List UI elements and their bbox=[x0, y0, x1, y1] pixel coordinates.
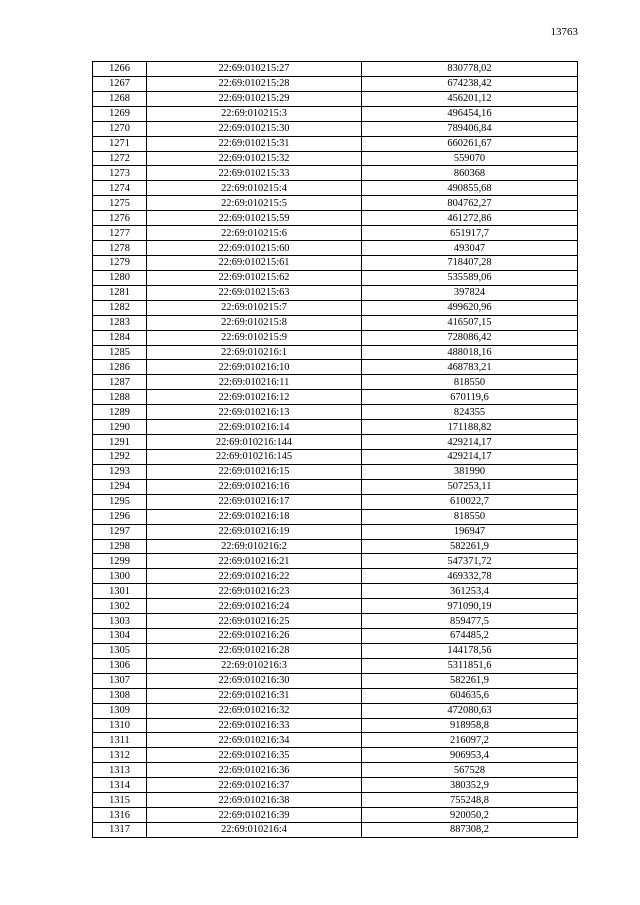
table-row bbox=[93, 703, 578, 718]
value-cell: 651917,7 bbox=[362, 226, 578, 241]
value-cell: 416507,15 bbox=[362, 315, 578, 330]
row-number-cell: 1272 bbox=[93, 151, 147, 166]
row-number-cell: 1300 bbox=[93, 569, 147, 584]
cadastral-number-cell: 22:69:010216:24 bbox=[147, 599, 362, 614]
value-cell: 582261,9 bbox=[362, 539, 578, 554]
table-row bbox=[93, 435, 578, 450]
value-cell: 397824 bbox=[362, 285, 578, 300]
cadastral-number-cell: 22:69:010216:28 bbox=[147, 643, 362, 658]
value-cell: 674485,2 bbox=[362, 629, 578, 644]
value-cell: 468783,21 bbox=[362, 360, 578, 375]
row-number-cell: 1285 bbox=[93, 345, 147, 360]
value-cell: 582261,9 bbox=[362, 673, 578, 688]
cadastral-number-cell: 22:69:010216:18 bbox=[147, 509, 362, 524]
value-cell: 610022,7 bbox=[362, 494, 578, 509]
table-row bbox=[93, 449, 578, 464]
row-number-cell: 1303 bbox=[93, 614, 147, 629]
table-row bbox=[93, 643, 578, 658]
row-number-cell: 1274 bbox=[93, 181, 147, 196]
cadastral-number-cell: 22:69:010215:33 bbox=[147, 166, 362, 181]
row-number-cell: 1302 bbox=[93, 599, 147, 614]
row-number-cell: 1312 bbox=[93, 748, 147, 763]
table-body bbox=[93, 62, 578, 838]
value-cell: 547371,72 bbox=[362, 554, 578, 569]
table-row bbox=[93, 285, 578, 300]
row-number-cell: 1269 bbox=[93, 106, 147, 121]
value-cell: 674238,42 bbox=[362, 76, 578, 91]
value-cell: 5311851,6 bbox=[362, 658, 578, 673]
row-number-cell: 1271 bbox=[93, 136, 147, 151]
table-row bbox=[93, 718, 578, 733]
value-cell: 429214,17 bbox=[362, 435, 578, 450]
value-cell: 216097,2 bbox=[362, 733, 578, 748]
value-cell: 660261,67 bbox=[362, 136, 578, 151]
cadastral-number-cell: 22:69:010216:3 bbox=[147, 658, 362, 673]
table-row bbox=[93, 420, 578, 435]
table-row bbox=[93, 106, 578, 121]
row-number-cell: 1279 bbox=[93, 255, 147, 270]
cadastral-number-cell: 22:69:010216:32 bbox=[147, 703, 362, 718]
cadastral-value-table bbox=[92, 61, 578, 838]
row-number-cell: 1277 bbox=[93, 226, 147, 241]
cadastral-number-cell: 22:69:010216:33 bbox=[147, 718, 362, 733]
row-number-cell: 1292 bbox=[93, 449, 147, 464]
row-number-cell: 1293 bbox=[93, 464, 147, 479]
table-row bbox=[93, 509, 578, 524]
cadastral-number-cell: 22:69:010215:61 bbox=[147, 255, 362, 270]
table-row bbox=[93, 91, 578, 106]
value-cell: 824355 bbox=[362, 405, 578, 420]
value-cell: 472080,63 bbox=[362, 703, 578, 718]
cadastral-number-cell: 22:69:010216:1 bbox=[147, 345, 362, 360]
row-number-cell: 1284 bbox=[93, 330, 147, 345]
table-row bbox=[93, 300, 578, 315]
page-number: 13763 bbox=[550, 26, 578, 38]
cadastral-number-cell: 22:69:010216:39 bbox=[147, 808, 362, 823]
cadastral-number-cell: 22:69:010215:9 bbox=[147, 330, 362, 345]
table-row bbox=[93, 614, 578, 629]
row-number-cell: 1281 bbox=[93, 285, 147, 300]
row-number-cell: 1295 bbox=[93, 494, 147, 509]
table-row bbox=[93, 763, 578, 778]
row-number-cell: 1311 bbox=[93, 733, 147, 748]
cadastral-number-cell: 22:69:010216:30 bbox=[147, 673, 362, 688]
cadastral-number-cell: 22:69:010215:28 bbox=[147, 76, 362, 91]
cadastral-number-cell: 22:69:010216:4 bbox=[147, 823, 362, 838]
value-cell: 196947 bbox=[362, 524, 578, 539]
cadastral-number-cell: 22:69:010215:30 bbox=[147, 121, 362, 136]
value-cell: 535589,06 bbox=[362, 270, 578, 285]
value-cell: 818550 bbox=[362, 509, 578, 524]
table-row bbox=[93, 464, 578, 479]
table-row bbox=[93, 151, 578, 166]
row-number-cell: 1280 bbox=[93, 270, 147, 285]
row-number-cell: 1266 bbox=[93, 62, 147, 77]
cadastral-number-cell: 22:69:010215:32 bbox=[147, 151, 362, 166]
cadastral-number-cell: 22:69:010215:8 bbox=[147, 315, 362, 330]
value-cell: 456201,12 bbox=[362, 91, 578, 106]
table-row bbox=[93, 270, 578, 285]
cadastral-number-cell: 22:69:010216:23 bbox=[147, 584, 362, 599]
row-number-cell: 1301 bbox=[93, 584, 147, 599]
row-number-cell: 1309 bbox=[93, 703, 147, 718]
cadastral-number-cell: 22:69:010216:13 bbox=[147, 405, 362, 420]
value-cell: 567528 bbox=[362, 763, 578, 778]
row-number-cell: 1299 bbox=[93, 554, 147, 569]
cadastral-number-cell: 22:69:010216:145 bbox=[147, 449, 362, 464]
cadastral-number-cell: 22:69:010216:35 bbox=[147, 748, 362, 763]
value-cell: 507253,11 bbox=[362, 479, 578, 494]
table-row bbox=[93, 330, 578, 345]
row-number-cell: 1286 bbox=[93, 360, 147, 375]
row-number-cell: 1315 bbox=[93, 793, 147, 808]
row-number-cell: 1314 bbox=[93, 778, 147, 793]
value-cell: 818550 bbox=[362, 375, 578, 390]
row-number-cell: 1273 bbox=[93, 166, 147, 181]
table-row bbox=[93, 76, 578, 91]
row-number-cell: 1289 bbox=[93, 405, 147, 420]
value-cell: 469332,78 bbox=[362, 569, 578, 584]
table-row bbox=[93, 748, 578, 763]
table-row bbox=[93, 479, 578, 494]
row-number-cell: 1294 bbox=[93, 479, 147, 494]
cadastral-number-cell: 22:69:010216:36 bbox=[147, 763, 362, 778]
table-row bbox=[93, 136, 578, 151]
value-cell: 361253,4 bbox=[362, 584, 578, 599]
table-row bbox=[93, 255, 578, 270]
value-cell: 860368 bbox=[362, 166, 578, 181]
row-number-cell: 1317 bbox=[93, 823, 147, 838]
value-cell: 718407,28 bbox=[362, 255, 578, 270]
row-number-cell: 1270 bbox=[93, 121, 147, 136]
table-row bbox=[93, 808, 578, 823]
table-row bbox=[93, 166, 578, 181]
row-number-cell: 1291 bbox=[93, 435, 147, 450]
table-row bbox=[93, 629, 578, 644]
cadastral-number-cell: 22:69:010216:38 bbox=[147, 793, 362, 808]
cadastral-number-cell: 22:69:010216:2 bbox=[147, 539, 362, 554]
cadastral-number-cell: 22:69:010216:34 bbox=[147, 733, 362, 748]
cadastral-number-cell: 22:69:010215:63 bbox=[147, 285, 362, 300]
cadastral-number-cell: 22:69:010215:7 bbox=[147, 300, 362, 315]
value-cell: 755248,8 bbox=[362, 793, 578, 808]
table-row bbox=[93, 241, 578, 256]
table-row bbox=[93, 524, 578, 539]
cadastral-number-cell: 22:69:010215:5 bbox=[147, 196, 362, 211]
cadastral-number-cell: 22:69:010216:144 bbox=[147, 435, 362, 450]
row-number-cell: 1282 bbox=[93, 300, 147, 315]
table-row bbox=[93, 554, 578, 569]
table-row bbox=[93, 62, 578, 77]
cadastral-number-cell: 22:69:010216:11 bbox=[147, 375, 362, 390]
table-row bbox=[93, 121, 578, 136]
cadastral-number-cell: 22:69:010216:16 bbox=[147, 479, 362, 494]
cadastral-number-cell: 22:69:010216:17 bbox=[147, 494, 362, 509]
row-number-cell: 1288 bbox=[93, 390, 147, 405]
row-number-cell: 1290 bbox=[93, 420, 147, 435]
cadastral-number-cell: 22:69:010216:37 bbox=[147, 778, 362, 793]
value-cell: 144178,56 bbox=[362, 643, 578, 658]
row-number-cell: 1316 bbox=[93, 808, 147, 823]
table-row bbox=[93, 539, 578, 554]
cadastral-number-cell: 22:69:010215:59 bbox=[147, 211, 362, 226]
value-cell: 918958,8 bbox=[362, 718, 578, 733]
table-row bbox=[93, 211, 578, 226]
cadastral-number-cell: 22:69:010215:62 bbox=[147, 270, 362, 285]
table-row bbox=[93, 345, 578, 360]
value-cell: 830778,02 bbox=[362, 62, 578, 77]
table-row bbox=[93, 688, 578, 703]
value-cell: 493047 bbox=[362, 241, 578, 256]
value-cell: 171188,82 bbox=[362, 420, 578, 435]
cadastral-number-cell: 22:69:010215:6 bbox=[147, 226, 362, 241]
table-row bbox=[93, 494, 578, 509]
value-cell: 490855,68 bbox=[362, 181, 578, 196]
cadastral-number-cell: 22:69:010215:31 bbox=[147, 136, 362, 151]
value-cell: 804762,27 bbox=[362, 196, 578, 211]
value-cell: 496454,16 bbox=[362, 106, 578, 121]
cadastral-number-cell: 22:69:010216:25 bbox=[147, 614, 362, 629]
table-row bbox=[93, 375, 578, 390]
value-cell: 488018,16 bbox=[362, 345, 578, 360]
table-row bbox=[93, 315, 578, 330]
cadastral-number-cell: 22:69:010215:4 bbox=[147, 181, 362, 196]
row-number-cell: 1267 bbox=[93, 76, 147, 91]
row-number-cell: 1297 bbox=[93, 524, 147, 539]
value-cell: 887308,2 bbox=[362, 823, 578, 838]
value-cell: 789406,84 bbox=[362, 121, 578, 136]
cadastral-number-cell: 22:69:010216:19 bbox=[147, 524, 362, 539]
table-row bbox=[93, 360, 578, 375]
cadastral-number-cell: 22:69:010216:26 bbox=[147, 629, 362, 644]
value-cell: 499620,96 bbox=[362, 300, 578, 315]
table-row bbox=[93, 658, 578, 673]
value-cell: 429214,17 bbox=[362, 449, 578, 464]
table-row bbox=[93, 733, 578, 748]
cadastral-number-cell: 22:69:010215:3 bbox=[147, 106, 362, 121]
cadastral-number-cell: 22:69:010216:31 bbox=[147, 688, 362, 703]
cadastral-number-cell: 22:69:010216:14 bbox=[147, 420, 362, 435]
cadastral-number-cell: 22:69:010216:10 bbox=[147, 360, 362, 375]
row-number-cell: 1268 bbox=[93, 91, 147, 106]
row-number-cell: 1287 bbox=[93, 375, 147, 390]
row-number-cell: 1306 bbox=[93, 658, 147, 673]
row-number-cell: 1278 bbox=[93, 241, 147, 256]
row-number-cell: 1283 bbox=[93, 315, 147, 330]
table-row bbox=[93, 405, 578, 420]
table-row bbox=[93, 390, 578, 405]
cadastral-number-cell: 22:69:010216:15 bbox=[147, 464, 362, 479]
row-number-cell: 1304 bbox=[93, 629, 147, 644]
table-row bbox=[93, 584, 578, 599]
row-number-cell: 1308 bbox=[93, 688, 147, 703]
value-cell: 559070 bbox=[362, 151, 578, 166]
cadastral-number-cell: 22:69:010215:27 bbox=[147, 62, 362, 77]
row-number-cell: 1305 bbox=[93, 643, 147, 658]
row-number-cell: 1296 bbox=[93, 509, 147, 524]
row-number-cell: 1298 bbox=[93, 539, 147, 554]
table-row bbox=[93, 793, 578, 808]
table-row bbox=[93, 569, 578, 584]
value-cell: 604635,6 bbox=[362, 688, 578, 703]
table-row bbox=[93, 823, 578, 838]
table-row bbox=[93, 778, 578, 793]
value-cell: 728086,42 bbox=[362, 330, 578, 345]
value-cell: 670119,6 bbox=[362, 390, 578, 405]
row-number-cell: 1307 bbox=[93, 673, 147, 688]
value-cell: 971090,19 bbox=[362, 599, 578, 614]
value-cell: 461272,86 bbox=[362, 211, 578, 226]
value-cell: 859477,5 bbox=[362, 614, 578, 629]
cadastral-number-cell: 22:69:010216:21 bbox=[147, 554, 362, 569]
value-cell: 381990 bbox=[362, 464, 578, 479]
row-number-cell: 1310 bbox=[93, 718, 147, 733]
row-number-cell: 1275 bbox=[93, 196, 147, 211]
value-cell: 380352,9 bbox=[362, 778, 578, 793]
table-row bbox=[93, 181, 578, 196]
value-cell: 920050,2 bbox=[362, 808, 578, 823]
row-number-cell: 1313 bbox=[93, 763, 147, 778]
table-row bbox=[93, 226, 578, 241]
table-row bbox=[93, 599, 578, 614]
cadastral-number-cell: 22:69:010216:12 bbox=[147, 390, 362, 405]
row-number-cell: 1276 bbox=[93, 211, 147, 226]
cadastral-number-cell: 22:69:010215:29 bbox=[147, 91, 362, 106]
table-row bbox=[93, 673, 578, 688]
cadastral-number-cell: 22:69:010216:22 bbox=[147, 569, 362, 584]
cadastral-number-cell: 22:69:010215:60 bbox=[147, 241, 362, 256]
value-cell: 906953,4 bbox=[362, 748, 578, 763]
table-row bbox=[93, 196, 578, 211]
